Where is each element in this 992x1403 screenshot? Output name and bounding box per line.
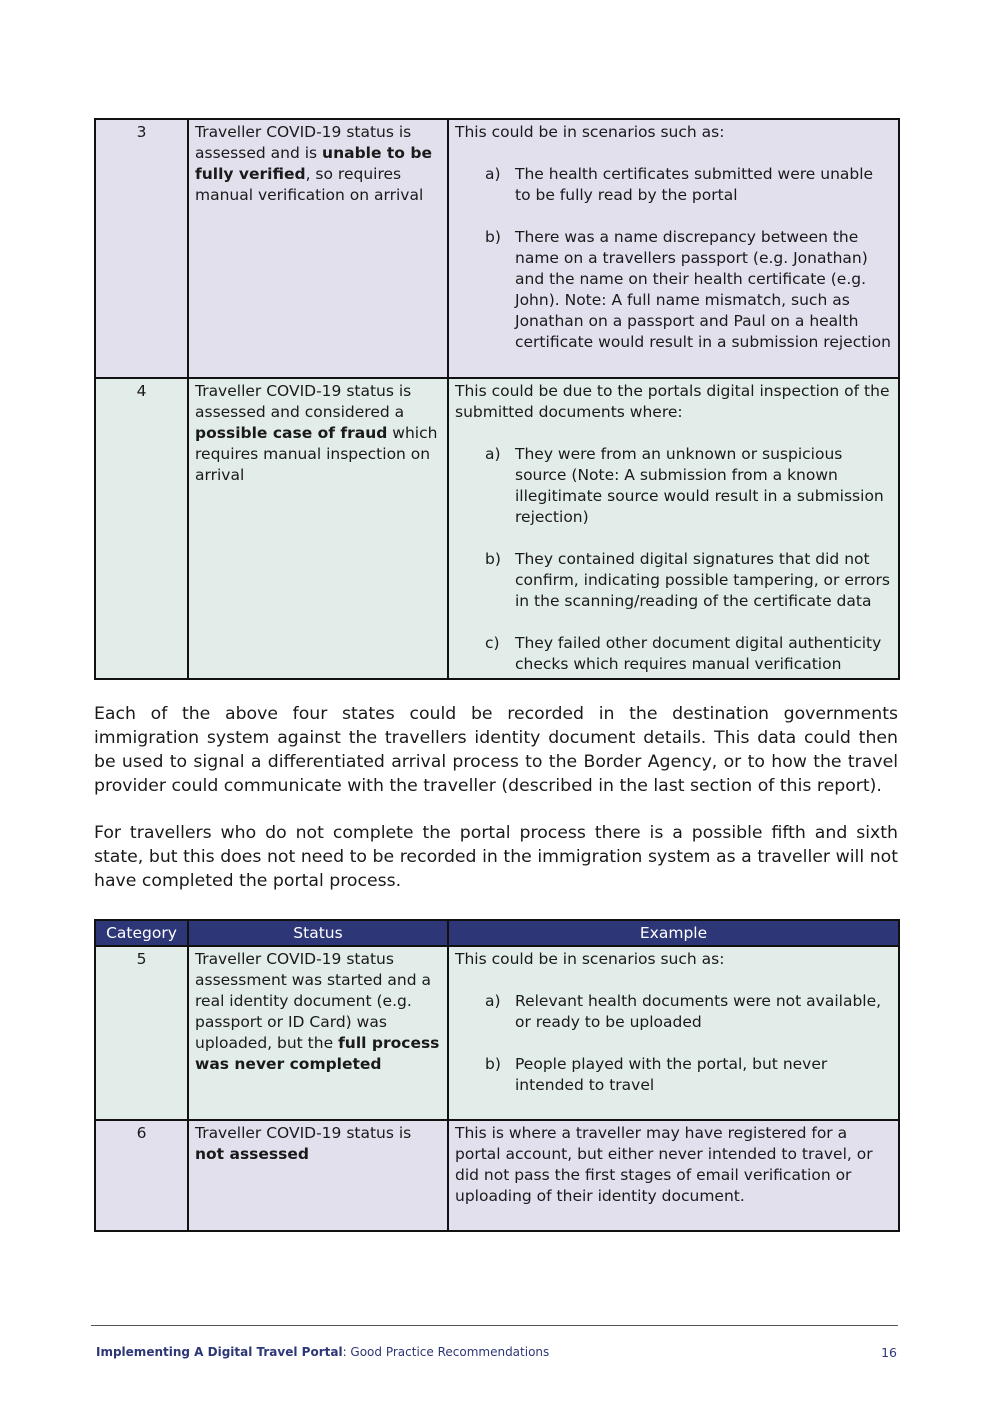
example-list — [455, 991, 892, 1096]
category-cell: 3 — [95, 119, 188, 378]
table-row — [95, 119, 899, 378]
example-cell: This is where a traveller may have registered for a portal account, but either never intended to travel, or did not pass the first stages of email verification or uploading of their identity document. — [448, 1120, 899, 1231]
status-cell: Traveller COVID-19 status is assessed and is unable to be fully verified, so requires manual verification on arrival — [188, 119, 448, 378]
header-example: Example — [448, 920, 899, 946]
example-cell — [448, 119, 899, 378]
page-number: 16 — [881, 1345, 897, 1360]
list-item: b) They contained digital signatures that did not confirm, indicating possible tampering, or errors in the scanning/reading of the certificate data — [485, 550, 890, 610]
states-table-continued — [94, 118, 900, 680]
example-lead: This could be due to the portals digital inspection of the submitted documents where: — [455, 382, 890, 421]
status-cell: Traveller COVID-19 status assessment was started and a real identity document (e.g. passport or ID Card) was uploaded, but the full process was never completed — [188, 946, 448, 1120]
example-lead: This could be in scenarios such as: — [455, 123, 725, 141]
list-item: a) They were from an unknown or suspicious source (Note: A submission from a known illegitimate source would result in a submission rejection) — [485, 445, 884, 526]
table-row — [95, 1120, 899, 1231]
list-item: b) There was a name discrepancy between the name on a travellers passport (e.g. Jonathan) and the name on their health certificate (e.g. John). Note: A full name mismatch, such as Jonathan on a passport and Paul on a health certificate would result in a submission rejection — [485, 228, 891, 351]
category-cell: 5 — [95, 946, 188, 1120]
status-cell: Traveller COVID-19 status is assessed and considered a possible case of fraud which requires manual inspection on arrival — [188, 378, 448, 679]
header-status: Status — [188, 920, 448, 946]
table-row — [95, 946, 899, 1120]
example-list — [455, 444, 892, 675]
incomplete-states-table — [94, 919, 900, 1232]
list-item: c) They failed other document digital authenticity checks which requires manual verification — [485, 634, 882, 673]
category-cell: 6 — [95, 1120, 188, 1231]
list-item: b) People played with the portal, but never intended to travel — [485, 1055, 828, 1094]
body-paragraph: For travellers who do not complete the portal process there is a possible fifth and sixth state, but this does not need to be recorded in the immigration system as a traveller will not have completed the portal process. — [94, 823, 898, 891]
example-lead: This could be in scenarios such as: — [455, 950, 725, 968]
table-row — [95, 378, 899, 679]
list-item: a) The health certificates submitted were unable to be fully read by the portal — [485, 165, 874, 204]
example-cell — [448, 946, 899, 1120]
list-item: a) Relevant health documents were not available, or ready to be uploaded — [485, 992, 882, 1031]
category-cell: 4 — [95, 378, 188, 679]
header-category: Category — [95, 920, 188, 946]
example-cell — [448, 378, 899, 679]
status-cell: Traveller COVID-19 status is not assessed — [188, 1120, 448, 1231]
footer-divider — [91, 1325, 898, 1326]
table-header-row — [95, 920, 899, 946]
example-list — [455, 164, 892, 353]
footer-title: Implementing A Digital Travel Portal: Good Practice Recommendations — [96, 1345, 550, 1359]
body-paragraph: Each of the above four states could be recorded in the destination governments immigration system against the travellers identity document details. This data could then be used to signal a differentiated arrival process to the Border Agency, or to how the travel provider could communicate with the traveller (described in the last section of this report). — [94, 704, 898, 796]
